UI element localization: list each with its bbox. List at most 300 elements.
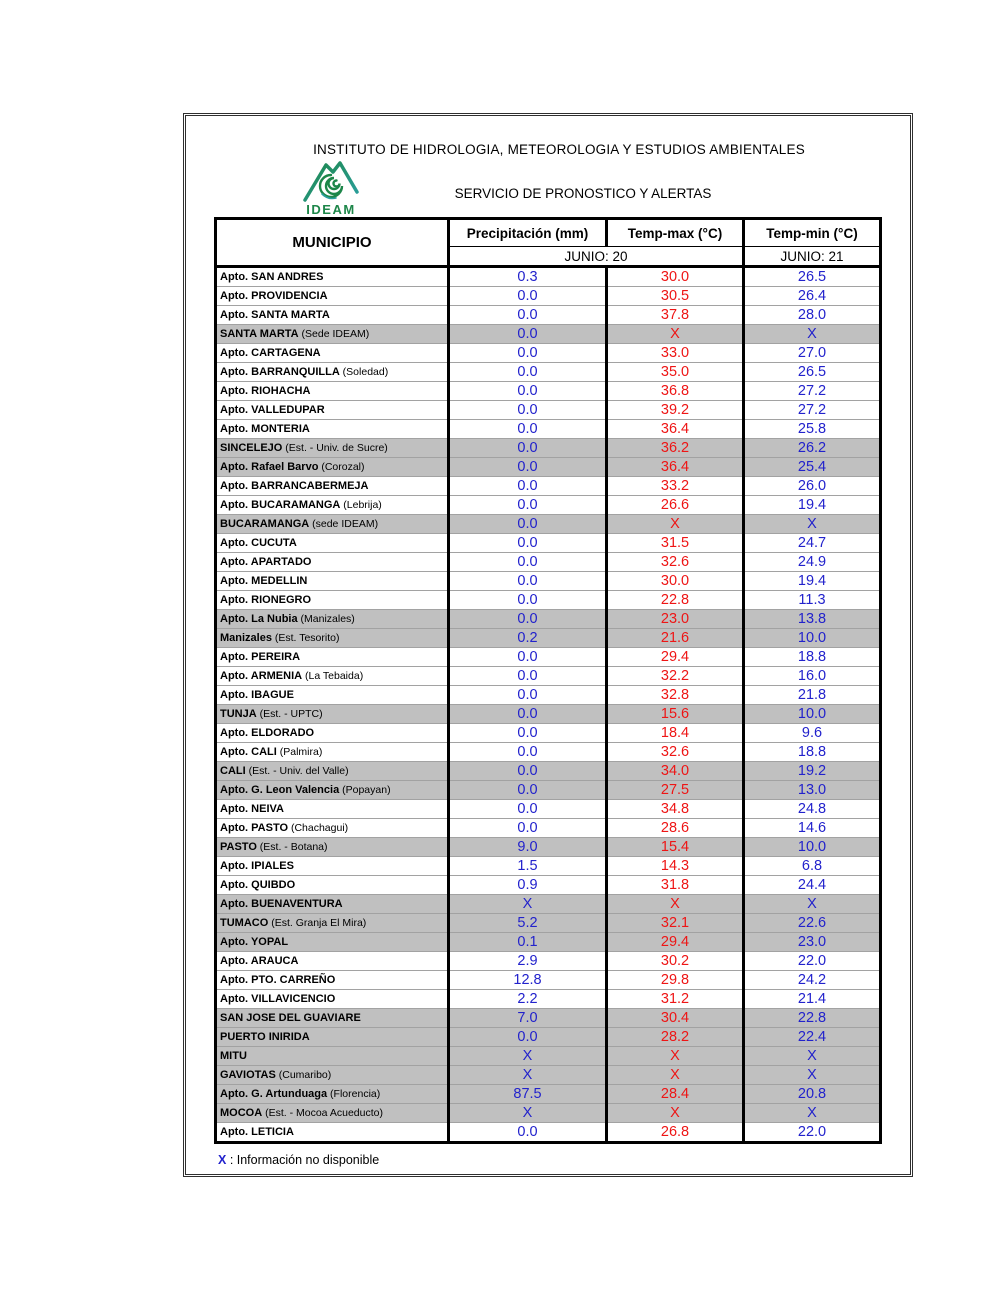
municipality-cell (216, 876, 449, 895)
precipitation-value: 0.0 (449, 762, 607, 781)
table-row (216, 895, 881, 914)
municipality-cell (216, 572, 449, 591)
temp-min-value: 19.2 (744, 762, 881, 781)
municipality-cell (216, 344, 449, 363)
temp-min-value: 27.2 (744, 401, 881, 420)
precipitation-value: X (449, 895, 607, 914)
temp-max-value: 31.8 (607, 876, 744, 895)
temp-max-value: 21.6 (607, 629, 744, 648)
temp-max-value: 37.8 (607, 306, 744, 325)
table-row (216, 819, 881, 838)
municipality-cell (216, 306, 449, 325)
precipitation-value: 0.0 (449, 306, 607, 325)
municipality-cell (216, 1047, 449, 1066)
table-row (216, 781, 881, 800)
municipality-cell (216, 667, 449, 686)
temp-max-value: X (607, 895, 744, 914)
municipality-name: Apto. CUCUTA (220, 537, 297, 549)
municipality-name: Apto. G. Artunduaga (220, 1088, 328, 1100)
temp-max-value: 31.2 (607, 990, 744, 1009)
table-row (216, 971, 881, 990)
municipality-name: Apto. IPIALES (220, 860, 294, 872)
precipitation-value: 0.0 (449, 325, 607, 344)
precipitation-value: X (449, 1047, 607, 1066)
municipality-cell (216, 401, 449, 420)
municipality-cell (216, 895, 449, 914)
municipality-name: MOCOA (220, 1107, 263, 1119)
municipality-note: (Sede IDEAM) (298, 328, 370, 340)
table-row (216, 648, 881, 667)
temp-max-value: 39.2 (607, 401, 744, 420)
temp-min-value: 13.0 (744, 781, 881, 800)
municipality-cell (216, 515, 449, 534)
table-row (216, 572, 881, 591)
precipitation-value: 0.0 (449, 477, 607, 496)
column-header-precipitacion: Precipitación (mm) (449, 219, 607, 247)
table-row (216, 325, 881, 344)
temp-min-value: 25.4 (744, 458, 881, 477)
precipitation-value: 0.0 (449, 819, 607, 838)
municipality-name: Apto. ARMENIA (220, 670, 303, 682)
temp-min-value: 22.0 (744, 952, 881, 971)
municipality-cell (216, 382, 449, 401)
municipality-note: (Est. Granja El Mira) (268, 917, 367, 929)
temp-max-value: 36.4 (607, 420, 744, 439)
municipality-cell (216, 990, 449, 1009)
municipality-name: SAN JOSE DEL GUAVIARE (220, 1012, 361, 1024)
municipality-cell (216, 439, 449, 458)
temp-max-value: 29.8 (607, 971, 744, 990)
municipality-name: Apto. NEIVA (220, 803, 284, 815)
municipality-name: TUNJA (220, 708, 257, 720)
table-row (216, 762, 881, 781)
temp-max-value: 29.4 (607, 933, 744, 952)
municipality-name: Apto. RIONEGRO (220, 594, 312, 606)
temp-min-value: 24.4 (744, 876, 881, 895)
temp-min-value: 28.0 (744, 306, 881, 325)
temp-max-value: 30.2 (607, 952, 744, 971)
temp-min-value: X (744, 325, 881, 344)
municipality-note: (Est. - Univ. de Sucre) (282, 442, 388, 454)
temp-max-value: 30.4 (607, 1009, 744, 1028)
temp-max-value: 15.6 (607, 705, 744, 724)
table-row (216, 515, 881, 534)
municipality-note: (Chachagui) (288, 822, 349, 834)
temp-max-value: 34.0 (607, 762, 744, 781)
temp-min-value: 10.0 (744, 705, 881, 724)
municipality-note: (Soledad) (339, 366, 389, 378)
temp-min-value: 19.4 (744, 496, 881, 515)
temp-max-value: 33.0 (607, 344, 744, 363)
temp-max-value: 30.5 (607, 287, 744, 306)
municipality-name: Apto. BUCARAMANGA (220, 499, 341, 511)
temp-max-value: 28.4 (607, 1085, 744, 1104)
temp-min-value: 24.7 (744, 534, 881, 553)
table-row (216, 477, 881, 496)
table-row (216, 1104, 881, 1123)
municipality-cell (216, 496, 449, 515)
precipitation-value: 0.0 (449, 1028, 607, 1047)
municipality-cell (216, 686, 449, 705)
temp-max-value: 23.0 (607, 610, 744, 629)
municipality-note: (Est. - Univ. del Valle) (245, 765, 349, 777)
temp-min-value: 13.8 (744, 610, 881, 629)
temp-max-value: 32.1 (607, 914, 744, 933)
municipality-cell (216, 838, 449, 857)
precipitation-value: 0.0 (449, 591, 607, 610)
precipitation-value: 0.0 (449, 648, 607, 667)
municipality-name: Apto. LETICIA (220, 1126, 294, 1138)
municipality-cell (216, 914, 449, 933)
municipality-name: SINCELEJO (220, 442, 283, 454)
table-row (216, 610, 881, 629)
municipality-note: (Corozal) (318, 461, 365, 473)
municipality-cell (216, 705, 449, 724)
temp-min-value: 26.4 (744, 287, 881, 306)
temp-min-value: X (744, 1066, 881, 1085)
municipality-cell (216, 1123, 449, 1143)
municipality-cell (216, 1085, 449, 1104)
table-row (216, 952, 881, 971)
precipitation-value: 0.0 (449, 401, 607, 420)
municipality-cell (216, 800, 449, 819)
temp-max-value: 29.4 (607, 648, 744, 667)
temp-max-value: 15.4 (607, 838, 744, 857)
precipitation-value: 2.9 (449, 952, 607, 971)
table-row (216, 838, 881, 857)
municipality-name: Apto. QUIBDO (220, 879, 296, 891)
municipality-name: Apto. YOPAL (220, 936, 289, 948)
municipality-note: (Cumaribo) (275, 1069, 332, 1081)
temp-min-value: 26.2 (744, 439, 881, 458)
forecast-table (214, 217, 882, 1144)
temp-max-value: 14.3 (607, 857, 744, 876)
column-header-municipio: MUNICIPIO (216, 219, 449, 267)
municipality-cell (216, 724, 449, 743)
temp-min-value: X (744, 895, 881, 914)
municipality-note: (Manizales) (297, 613, 355, 625)
precipitation-value: 87.5 (449, 1085, 607, 1104)
municipality-name: Apto. APARTADO (220, 556, 312, 568)
temp-max-value: 32.6 (607, 743, 744, 762)
municipality-name: Apto. VALLEDUPAR (220, 404, 325, 416)
temp-max-value: 32.2 (607, 667, 744, 686)
precipitation-value: 0.0 (449, 363, 607, 382)
municipality-note: (Florencia) (327, 1088, 381, 1100)
municipality-name: Apto. PTO. CARREÑO (220, 974, 336, 986)
table-body (216, 267, 881, 1143)
ideam-logo-label: IDEAM (306, 202, 356, 217)
precipitation-value: 0.0 (449, 800, 607, 819)
temp-min-value: 24.9 (744, 553, 881, 572)
precipitation-value: 0.0 (449, 610, 607, 629)
temp-min-value: X (744, 1047, 881, 1066)
precipitation-value: 0.0 (449, 439, 607, 458)
column-header-temp-max: Temp-max (°C) (607, 219, 744, 247)
table-row (216, 686, 881, 705)
precipitation-value: 0.0 (449, 344, 607, 363)
municipality-cell (216, 1028, 449, 1047)
precipitation-value: 0.0 (449, 287, 607, 306)
temp-max-value: 34.8 (607, 800, 744, 819)
temp-max-value: X (607, 325, 744, 344)
municipality-name: Apto. PROVIDENCIA (220, 290, 328, 302)
temp-min-value: 20.8 (744, 1085, 881, 1104)
table-row (216, 496, 881, 515)
table-row (216, 800, 881, 819)
municipality-name: Apto. G. Leon Valencia (220, 784, 340, 796)
municipality-note: (La Tebaida) (302, 670, 364, 682)
temp-min-value: 26.5 (744, 267, 881, 287)
municipality-cell (216, 553, 449, 572)
table-row (216, 382, 881, 401)
precipitation-value: 0.0 (449, 496, 607, 515)
temp-max-value: 32.6 (607, 553, 744, 572)
municipality-note: (sede IDEAM) (309, 518, 379, 530)
table-row (216, 743, 881, 762)
table-row (216, 1028, 881, 1047)
temp-min-value: 23.0 (744, 933, 881, 952)
temp-max-value: X (607, 1104, 744, 1123)
table-row (216, 990, 881, 1009)
precipitation-value: 0.0 (449, 553, 607, 572)
table-header (216, 219, 881, 267)
municipality-name: PUERTO INIRIDA (220, 1031, 310, 1043)
footnote-x-symbol: X (218, 1153, 227, 1167)
precipitation-value: 0.0 (449, 781, 607, 800)
precipitation-value: 0.3 (449, 267, 607, 287)
temp-max-value: 18.4 (607, 724, 744, 743)
municipality-name: Manizales (220, 632, 272, 644)
temp-min-value: 26.5 (744, 363, 881, 382)
municipality-name: Apto. ARAUCA (220, 955, 299, 967)
table-row (216, 705, 881, 724)
temp-min-value: 27.0 (744, 344, 881, 363)
temp-max-value: 26.6 (607, 496, 744, 515)
temp-min-value: 14.6 (744, 819, 881, 838)
precipitation-value: 0.9 (449, 876, 607, 895)
municipality-name: GAVIOTAS (220, 1069, 276, 1081)
municipality-name: PASTO (220, 841, 257, 853)
municipality-name: Apto. RIOHACHA (220, 385, 311, 397)
temp-min-value: 11.3 (744, 591, 881, 610)
municipality-cell (216, 1104, 449, 1123)
municipality-cell (216, 1066, 449, 1085)
municipality-cell (216, 781, 449, 800)
availability-footnote (218, 1153, 379, 1167)
table-row (216, 1123, 881, 1143)
temp-min-value: 10.0 (744, 838, 881, 857)
municipality-note: (Popayan) (339, 784, 391, 796)
municipality-cell (216, 648, 449, 667)
institute-title: INSTITUTO DE HIDROLOGIA, METEOROLOGIA Y ESTUDIOS AMBIENTALES (313, 142, 805, 157)
municipality-name: BUCARAMANGA (220, 518, 310, 530)
municipality-cell (216, 287, 449, 306)
table-row (216, 439, 881, 458)
municipality-name: Apto. CARTAGENA (220, 347, 321, 359)
temp-min-value: 25.8 (744, 420, 881, 439)
municipality-cell (216, 458, 449, 477)
temp-min-value: 22.0 (744, 1123, 881, 1143)
temp-max-value: X (607, 1066, 744, 1085)
municipality-cell (216, 971, 449, 990)
precipitation-value: 0.0 (449, 420, 607, 439)
municipality-name: Apto. PEREIRA (220, 651, 301, 663)
temp-max-value: X (607, 1047, 744, 1066)
municipality-name: Apto. BARRANQUILLA (220, 366, 340, 378)
precipitation-value: 2.2 (449, 990, 607, 1009)
temp-max-value: 30.0 (607, 572, 744, 591)
precipitation-value: 0.0 (449, 572, 607, 591)
table-row (216, 363, 881, 382)
temp-min-value: 22.8 (744, 1009, 881, 1028)
municipality-name: Apto. SANTA MARTA (220, 309, 330, 321)
temp-min-value: 24.2 (744, 971, 881, 990)
municipality-name: TUMACO (220, 917, 269, 929)
temp-max-value: 22.8 (607, 591, 744, 610)
municipality-note: (Est. Tesorito) (271, 632, 340, 644)
temp-min-value: 19.4 (744, 572, 881, 591)
temp-min-value: 27.2 (744, 382, 881, 401)
municipality-name: SANTA MARTA (220, 328, 299, 340)
precipitation-value: 0.0 (449, 705, 607, 724)
municipality-note: (Lebrija) (340, 499, 382, 511)
municipality-cell (216, 933, 449, 952)
municipality-cell (216, 325, 449, 344)
temp-min-value: 16.0 (744, 667, 881, 686)
table-row (216, 1085, 881, 1104)
table-row (216, 420, 881, 439)
table-row (216, 534, 881, 553)
municipality-cell (216, 420, 449, 439)
temp-min-value: X (744, 515, 881, 534)
table-row (216, 629, 881, 648)
municipality-cell (216, 363, 449, 382)
precipitation-value: 0.0 (449, 515, 607, 534)
municipality-cell (216, 743, 449, 762)
municipality-name: Apto. ELDORADO (220, 727, 315, 739)
temp-min-value: 21.8 (744, 686, 881, 705)
municipality-name: Apto. MEDELLIN (220, 575, 308, 587)
temp-max-value: 35.0 (607, 363, 744, 382)
temp-min-value: 22.4 (744, 1028, 881, 1047)
temp-max-value: 36.4 (607, 458, 744, 477)
temp-max-value: 27.5 (607, 781, 744, 800)
precipitation-value: X (449, 1104, 607, 1123)
municipality-cell (216, 610, 449, 629)
temp-max-value: X (607, 515, 744, 534)
precipitation-value: 0.0 (449, 458, 607, 477)
temp-min-value: 10.0 (744, 629, 881, 648)
municipality-cell (216, 952, 449, 971)
table-row (216, 914, 881, 933)
date-header-junio-20: JUNIO: 20 (449, 247, 744, 267)
municipality-name: Apto. VILLAVICENCIO (220, 993, 336, 1005)
municipality-name: CALI (220, 765, 246, 777)
table-row (216, 458, 881, 477)
precipitation-value: 7.0 (449, 1009, 607, 1028)
municipality-note: (Est. - Mocoa Acueducto) (262, 1107, 383, 1119)
table-row (216, 1066, 881, 1085)
precipitation-value: 1.5 (449, 857, 607, 876)
precipitation-value: 0.0 (449, 667, 607, 686)
table-row (216, 267, 881, 287)
temp-min-value: 21.4 (744, 990, 881, 1009)
municipality-name: Apto. PASTO (220, 822, 289, 834)
temp-max-value: 30.0 (607, 267, 744, 287)
table-row (216, 287, 881, 306)
table-row (216, 1047, 881, 1066)
municipality-cell (216, 591, 449, 610)
temp-min-value: 6.8 (744, 857, 881, 876)
municipality-cell (216, 857, 449, 876)
municipality-cell (216, 267, 449, 287)
temp-min-value: 24.8 (744, 800, 881, 819)
municipality-name: Apto. MONTERIA (220, 423, 310, 435)
precipitation-value: 5.2 (449, 914, 607, 933)
precipitation-value: 0.0 (449, 382, 607, 401)
precipitation-value: 0.2 (449, 629, 607, 648)
temp-max-value: 26.8 (607, 1123, 744, 1143)
municipality-note: (Palmira) (276, 746, 323, 758)
temp-min-value: 18.8 (744, 648, 881, 667)
temp-max-value: 32.8 (607, 686, 744, 705)
table-row (216, 933, 881, 952)
municipality-name: Apto. BARRANCABERMEJA (220, 480, 369, 492)
table-row (216, 344, 881, 363)
municipality-name: Apto. La Nubia (220, 613, 298, 625)
municipality-cell (216, 762, 449, 781)
table-row (216, 876, 881, 895)
municipality-name: Apto. IBAGUE (220, 689, 294, 701)
municipality-name: Apto. BUENAVENTURA (220, 898, 343, 910)
municipality-name: Apto. SAN ANDRES (220, 271, 324, 283)
precipitation-value: 0.0 (449, 686, 607, 705)
precipitation-value: 0.0 (449, 1123, 607, 1143)
municipality-cell (216, 477, 449, 496)
temp-max-value: 28.6 (607, 819, 744, 838)
temp-max-value: 31.5 (607, 534, 744, 553)
date-header-junio-21: JUNIO: 21 (744, 247, 881, 267)
temp-min-value: 18.8 (744, 743, 881, 762)
municipality-note: (Est. - UPTC) (256, 708, 323, 720)
municipality-name: MITU (220, 1050, 247, 1062)
temp-min-value: 22.6 (744, 914, 881, 933)
table-row (216, 401, 881, 420)
forecast-table-wrap (214, 217, 882, 1144)
temp-max-value: 36.2 (607, 439, 744, 458)
table-row (216, 306, 881, 325)
footnote-text: : Información no disponible (226, 1153, 380, 1167)
precipitation-value: 12.8 (449, 971, 607, 990)
table-row (216, 724, 881, 743)
table-row (216, 857, 881, 876)
column-header-temp-min: Temp-min (°C) (744, 219, 881, 247)
municipality-note: (Est. - Botana) (256, 841, 328, 853)
municipality-name: Apto. CALI (220, 746, 277, 758)
precipitation-value: 0.1 (449, 933, 607, 952)
municipality-cell (216, 819, 449, 838)
table-row (216, 591, 881, 610)
municipality-cell (216, 1009, 449, 1028)
temp-max-value: 28.2 (607, 1028, 744, 1047)
precipitation-value: 0.0 (449, 534, 607, 553)
municipality-cell (216, 629, 449, 648)
table-row (216, 667, 881, 686)
table-row (216, 1009, 881, 1028)
temp-min-value: 26.0 (744, 477, 881, 496)
precipitation-value: 0.0 (449, 743, 607, 762)
